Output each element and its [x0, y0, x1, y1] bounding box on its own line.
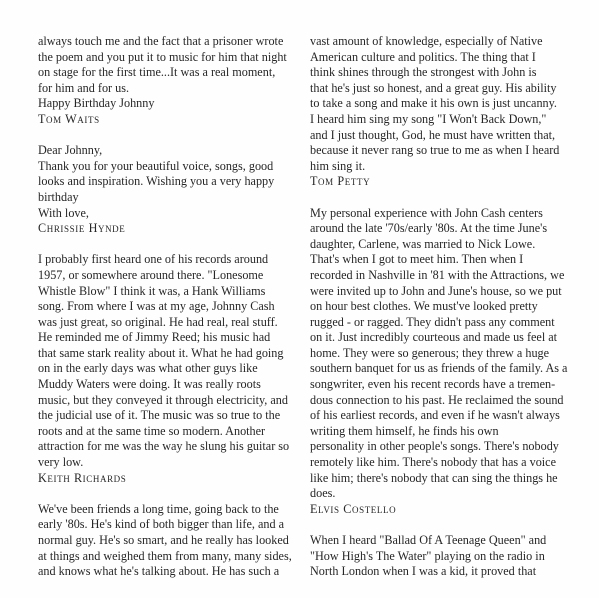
tribute-entry: [310, 206, 572, 518]
text-line: on in the early days was what other guys like: [38, 361, 258, 376]
text-line: We've been friends a long time, going back to the: [38, 501, 279, 516]
text-line: for him and for us.: [38, 80, 130, 95]
text-line: roots and at the same time so modern. Another: [38, 423, 266, 438]
text-line: "How High's The Water" playing on the radio in: [310, 548, 545, 563]
tribute-entry: [310, 533, 572, 580]
text-line: He reminded me of Jimmy Reed; his music had: [38, 330, 271, 345]
text-line: dous connection to his past. He reclaimed the sound: [310, 392, 564, 407]
text-line: I probably first heard one of his records around: [38, 252, 269, 267]
text-line: daughter, Carlene, was married to Nick Lowe.: [310, 236, 536, 251]
text-line: of his earliest records, and even if he wasn't always: [310, 408, 560, 423]
text-line: 1957, or somewhere around there. "Lonesome: [38, 267, 264, 282]
text-line: and I just thought, God, he must have written that,: [310, 127, 556, 142]
text-line: was just great, so original. He had real, real stuff.: [38, 314, 278, 329]
text-line: attraction for me was the way he slung his guitar so: [38, 439, 290, 454]
right-column: [310, 34, 572, 595]
text-line: on it. Just incredibly courteous and made us feel at: [310, 330, 558, 345]
text-line: very low.: [38, 455, 84, 470]
text-line: that same stark reality about it. What he had going: [38, 345, 284, 360]
text-line: Muddy Waters were doing. It was really roots: [38, 377, 261, 392]
text-line: on hour best clothes. We must've looked pretty: [310, 299, 538, 314]
text-line: My personal experience with John Cash centers: [310, 205, 543, 220]
text-line: southern banquet for us as friends of the family. As a: [310, 361, 568, 376]
text-line: When I heard "Ballad Of A Teenage Queen" and: [310, 533, 547, 547]
text-line: Whistle Blow" I think it was, a Hank Williams: [38, 283, 266, 298]
signature: Keith Richards: [38, 470, 127, 485]
text-line: personality in other people's songs. There's nobody: [310, 439, 559, 454]
text-line: like him; there's nobody that can sing the things he: [310, 470, 558, 485]
text-line: early '80s. He's kind of both bigger than life, and a: [38, 517, 285, 532]
text-line: looks and inspiration. Wishing you a very happy: [38, 174, 275, 189]
text-line: songwriter, even his recent records have a tremen-: [310, 377, 556, 392]
text-line: the judicial use of it. The music was so true to the: [38, 408, 281, 423]
text-line: normal guy. He's so smart, and he really has looked: [38, 533, 289, 547]
text-line: I heard him sing my song "I Won't Back Down,": [310, 111, 547, 126]
text-line: were invited up to John and June's house, so we put: [310, 283, 562, 298]
text-line: at things and weighed them from many, many sides,: [38, 548, 292, 563]
text-line: that he's just so honest, and a great guy. His ability: [310, 80, 557, 95]
text-line: him sing it.: [310, 158, 366, 173]
text-line: does.: [310, 486, 336, 501]
text-line: always touch me and the fact that a prisoner wrote: [38, 34, 284, 48]
text-line: writing them himself, he finds his own: [310, 423, 499, 438]
text-line: music, but they conveyed it through electricity, and: [38, 392, 288, 407]
text-line: the poem and you put it to music for him that night: [38, 49, 287, 64]
text-line: to take a song and make it his own is just uncanny.: [310, 96, 557, 111]
text-line: because it never rang so true to me as when I heard: [310, 143, 560, 158]
text-line: With love,: [38, 205, 89, 220]
text-line: on stage for the first time...It was a real moment,: [38, 65, 276, 80]
text-line: birthday: [38, 189, 79, 204]
signature: Chrissie Hynde: [38, 221, 126, 236]
text-line: home. They were so generous; they threw a huge: [310, 345, 550, 360]
signature: Tom Petty: [310, 174, 371, 189]
text-line: think shines through the strongest with John is: [310, 65, 537, 80]
signature: Tom Waits: [38, 111, 100, 126]
text-line: Happy Birthday Johnny: [38, 96, 155, 111]
tribute-entry: [38, 252, 300, 486]
text-line: vast amount of knowledge, especially of Native: [310, 34, 543, 48]
text-line: around the late '70s/early '80s. At the time June's: [310, 221, 548, 236]
text-line: song. From where I was at my age, Johnny Cash: [38, 299, 275, 314]
text-line: remotely like him. There's nobody that has a voice: [310, 455, 556, 470]
left-column: [38, 34, 300, 595]
tribute-entry: [38, 143, 300, 237]
tribute-entry: [38, 34, 300, 128]
tribute-entry: [310, 34, 572, 190]
text-line: American culture and politics. The thing that I: [310, 49, 536, 64]
text-line: That's when I got to meet him. Then when I: [310, 252, 524, 267]
text-line: rugged - or ragged. They didn't pass any comment: [310, 314, 555, 329]
signature: Elvis Costello: [310, 501, 397, 516]
text-line: North London when I was a kid, it proved that: [310, 564, 537, 579]
text-line: recorded in Nashville in '81 with the Attractions, we: [310, 267, 565, 282]
text-line: Thank you for your beautiful voice, songs, good: [38, 158, 274, 173]
tribute-entry: [38, 502, 300, 580]
text-line: and knows what he's talking about. He has such a: [38, 564, 280, 579]
text-line: Dear Johnny,: [38, 143, 103, 158]
